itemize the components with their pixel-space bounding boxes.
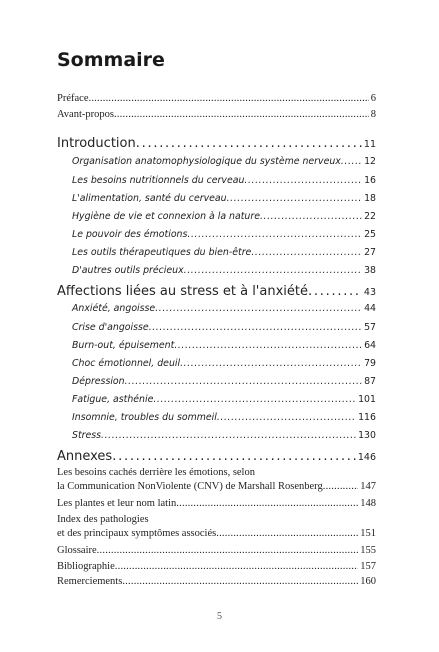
dot-leader [244, 175, 362, 186]
toc-label: Choc émotionnel, deuil [72, 358, 181, 369]
toc-label: Les plantes et leur nom latin [57, 498, 177, 509]
dot-leader [180, 358, 362, 369]
toc-entry-index-line1[interactable]: Index des pathologies [57, 514, 149, 525]
toc-page: 130 [358, 430, 376, 441]
toc-entry-preface[interactable] [57, 93, 376, 104]
toc-page: 116 [358, 412, 376, 423]
toc-entry[interactable] [72, 229, 376, 240]
toc-label: Introduction [57, 136, 136, 151]
toc-label: Hygiène de vie et connexion à la nature [72, 211, 260, 222]
dot-leader [308, 284, 362, 299]
dot-leader [153, 394, 356, 405]
toc-label: Insomnie, troubles du sommeil [72, 412, 217, 423]
dot-leader [155, 303, 362, 314]
dot-leader [125, 376, 362, 387]
toc-label: Burn-out, épuisement [72, 340, 175, 351]
dot-leader [112, 449, 356, 464]
toc-entry-besoins-line1[interactable]: Les besoins cachés derrière les émotions, selon [57, 467, 255, 478]
toc-page: 147 [360, 481, 376, 492]
toc-entry-index[interactable] [57, 528, 376, 539]
toc-entry-remerciements[interactable] [57, 576, 376, 587]
toc-label: Glossaire [57, 545, 97, 556]
toc-entry[interactable] [72, 358, 376, 369]
dot-leader [149, 322, 362, 333]
dot-leader [88, 93, 368, 104]
toc-page: 22 [364, 211, 376, 222]
toc-page: 44 [364, 303, 376, 314]
toc-page: 16 [364, 175, 376, 186]
toc-entry[interactable] [72, 247, 376, 258]
toc-page: 12 [364, 156, 376, 167]
dot-leader [101, 430, 356, 441]
toc-label: Dépression [72, 376, 125, 387]
toc-section-affections[interactable] [57, 284, 376, 299]
toc-page: 146 [357, 452, 376, 463]
toc-page: 38 [364, 265, 376, 276]
toc-label: Fatigue, asthénie [72, 394, 154, 405]
toc-label: Avant-propos [57, 109, 114, 120]
dot-leader [174, 340, 362, 351]
toc-entry[interactable] [72, 156, 376, 167]
page-title: Sommaire [57, 49, 165, 71]
toc-page: 27 [364, 247, 376, 258]
toc-page: 64 [364, 340, 376, 351]
toc-entry[interactable] [72, 265, 376, 276]
toc-entry[interactable] [72, 376, 376, 387]
dot-leader [176, 498, 358, 509]
dot-leader [251, 247, 362, 258]
toc-entry-avant-propos[interactable] [57, 109, 376, 120]
toc-entry-glossaire[interactable] [57, 545, 376, 556]
toc-label: Stress [72, 430, 102, 441]
toc-page: 43 [363, 287, 376, 298]
toc-label: Préface [57, 93, 89, 104]
toc-page: 11 [363, 139, 376, 150]
toc-entry[interactable] [72, 394, 376, 405]
toc-label: Crise d'angoisse [72, 322, 149, 333]
toc-label: Remerciements [57, 576, 123, 587]
dot-leader [216, 528, 358, 539]
toc-entry[interactable] [72, 412, 376, 423]
toc-label: Anxiété, angoisse [72, 303, 156, 314]
toc-page: 57 [364, 322, 376, 333]
dot-leader [184, 265, 362, 276]
toc-page: 157 [360, 561, 376, 572]
toc-page: 151 [360, 528, 376, 539]
toc-label: Annexes [57, 449, 113, 464]
dot-leader [341, 156, 362, 167]
toc-entry-plantes[interactable] [57, 498, 376, 509]
dot-leader [187, 229, 362, 240]
toc-entry[interactable] [72, 303, 376, 314]
toc-label: D'autres outils précieux [72, 265, 184, 276]
toc-label: Le pouvoir des émotions [72, 229, 188, 240]
toc-label: Organisation anatomophysiologique du système nerveux [72, 156, 341, 167]
toc-section-annexes[interactable] [57, 449, 376, 464]
toc-page: 18 [364, 193, 376, 204]
toc-label: L'alimentation, santé du cerveau [72, 193, 227, 204]
toc-label: Bibliographie [57, 561, 115, 572]
dot-leader [114, 109, 369, 120]
dot-leader [136, 136, 362, 151]
toc-page: 8 [370, 109, 376, 120]
dot-leader [122, 576, 358, 587]
toc-page: 87 [364, 376, 376, 387]
dot-leader [115, 561, 359, 572]
toc-entry[interactable] [72, 211, 376, 222]
toc-entry[interactable] [72, 175, 376, 186]
dot-leader [323, 481, 359, 492]
toc-entry[interactable] [72, 340, 376, 351]
toc-label: la Communication NonViolente (CNV) de Marshall Rosenberg [57, 481, 323, 492]
toc-label: Les besoins nutritionnels du cerveau [72, 175, 245, 186]
toc-entry[interactable] [72, 430, 376, 441]
toc-page: 155 [360, 545, 376, 556]
toc-entry-besoins[interactable] [57, 481, 376, 492]
toc-page: 160 [360, 576, 376, 587]
dot-leader [217, 412, 356, 423]
dot-leader [97, 545, 359, 556]
page-number: 5 [217, 611, 222, 622]
toc-page: 25 [364, 229, 376, 240]
dot-leader [260, 211, 362, 222]
toc-section-introduction[interactable] [57, 136, 376, 151]
toc-label: Les outils thérapeutiques du bien-être [72, 247, 252, 258]
toc-label: et des principaux symptômes associés [57, 528, 217, 539]
toc-page: 148 [360, 498, 376, 509]
toc-entry[interactable] [72, 322, 376, 333]
toc-page: 101 [358, 394, 376, 405]
toc-page: 6 [370, 93, 376, 104]
toc-label: Affections liées au stress et à l'anxiété [57, 284, 308, 299]
toc-entry[interactable] [72, 193, 376, 204]
toc-entry-bibliographie[interactable] [57, 561, 376, 572]
dot-leader [227, 193, 362, 204]
toc-page: 79 [364, 358, 376, 369]
